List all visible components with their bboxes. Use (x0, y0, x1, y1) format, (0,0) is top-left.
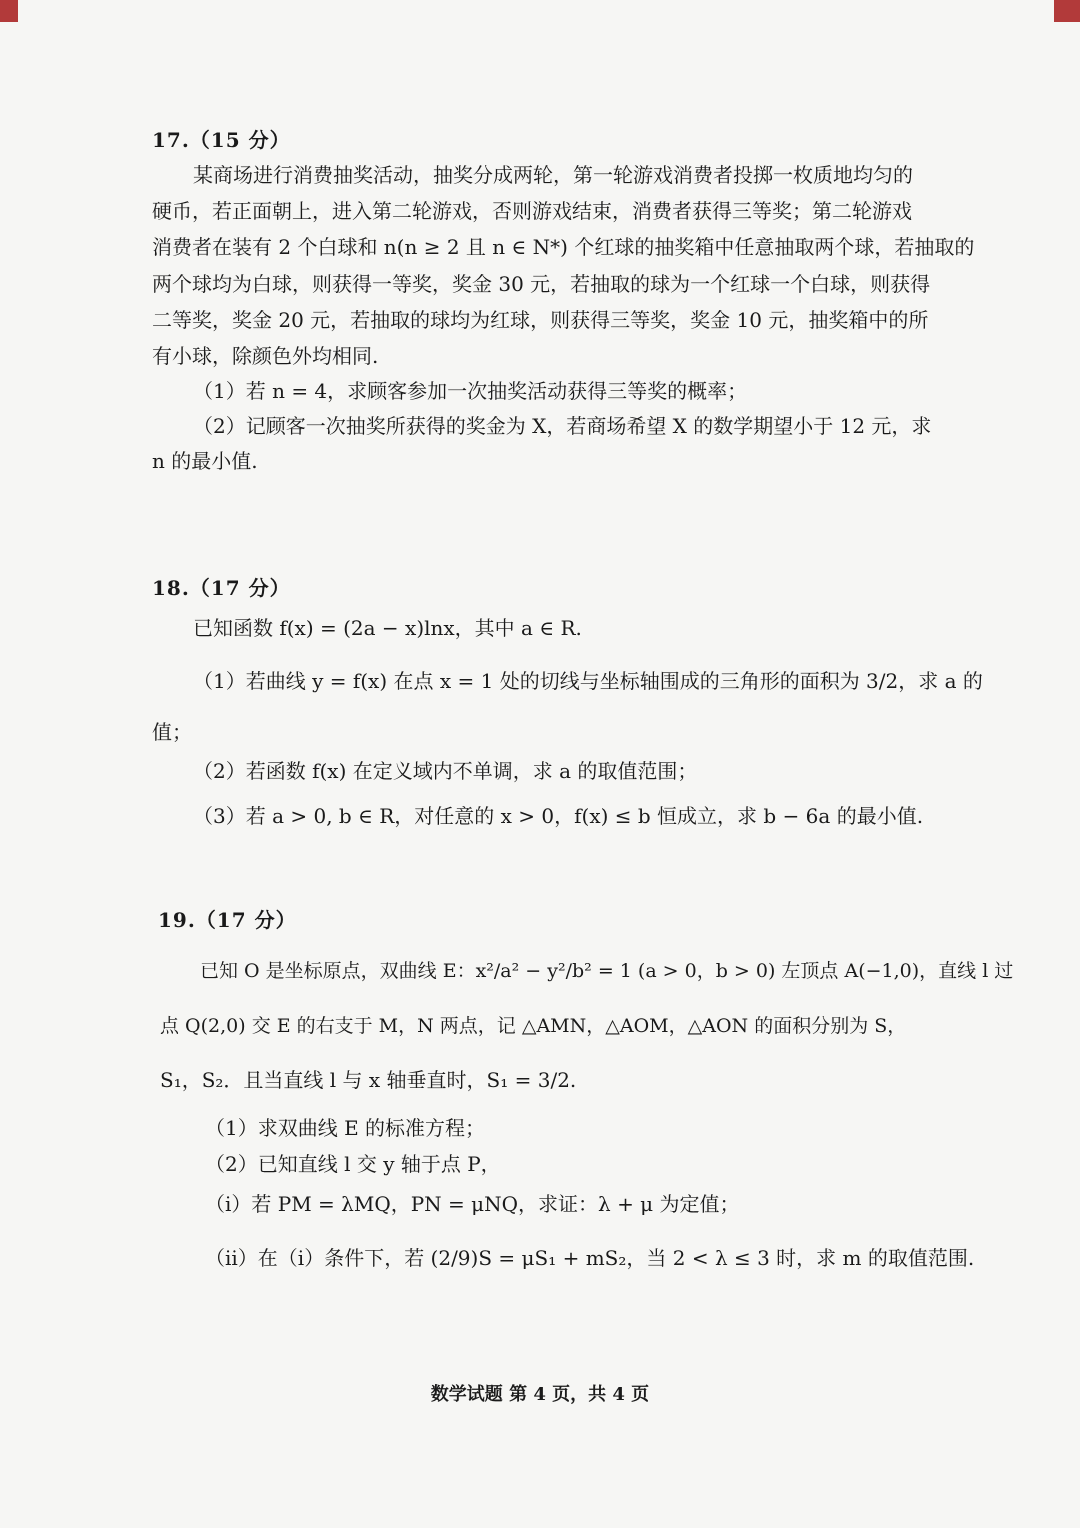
q17-part-2-cont: n 的最小值. (152, 449, 258, 473)
q19-part-1: （1）求双曲线 E 的标准方程； (205, 1116, 486, 1140)
q17-line-2: 硬币，若正面朝上，进入第二轮游戏，否则游戏结束，消费者获得三等奖；第二轮游戏 (152, 199, 912, 223)
q19-header: 19.（17 分） (158, 908, 297, 932)
q18-part-1-cont: 值； (152, 720, 192, 744)
q19-stem-3: S₁，S₂．且当直线 l 与 x 轴垂直时，S₁ = 3/2. (160, 1068, 577, 1092)
q18-part-3: （3）若 a > 0, b ∈ R，对任意的 x > 0，f(x) ≤ b 恒成立，求 b − 6a 的最小值. (193, 804, 924, 828)
q19-stem-1: 已知 O 是坐标原点，双曲线 E：x²/a² − y²/b² = 1 (a > 0，b > 0) 左顶点 A(−1,0)，直线 l 过 (200, 960, 1014, 982)
q17-line-3: 消费者在装有 2 个白球和 n(n ≥ 2 且 n ∈ N*) 个红球的抽奖箱中任意抽取两个球，若抽取的 (152, 235, 975, 259)
q17-line-6: 有小球，除颜色外均相同. (152, 344, 379, 368)
q19-part-2: （2）已知直线 l 交 y 轴于点 P， (205, 1152, 501, 1176)
q19-stem-2: 点 Q(2,0) 交 E 的右支于 M，N 两点，记 △AMN，△AOM，△AON 的面积分别为 S， (160, 1015, 907, 1037)
q18-stem: 已知函数 f(x) = (2a − x)lnx，其中 a ∈ R. (193, 616, 582, 640)
q18-header: 18.（17 分） (152, 576, 291, 600)
q17-line-1: 某商场进行消费抽奖活动，抽奖分成两轮，第一轮游戏消费者投掷一枚质地均匀的 (193, 163, 913, 187)
q17-line-5: 二等奖，奖金 20 元，若抽取的球均为红球，则获得三等奖，奖金 10 元，抽奖箱中的所 (152, 308, 929, 332)
q19-part-2-ii: （ii）在（i）条件下，若 (2/9)S = μS₁ + mS₂，当 2 < λ ≤ 3 时，求 m 的取值范围. (205, 1246, 975, 1270)
q19-part-2-i: （i）若 PM = λMQ，PN = μNQ，求证：λ + μ 为定值； (205, 1192, 740, 1216)
q18-part-1: （1）若曲线 y = f(x) 在点 x = 1 处的切线与坐标轴围成的三角形的面积为 3/2，求 a 的 (193, 669, 983, 693)
q17-line-4: 两个球均为白球，则获得一等奖，奖金 30 元，若抽取的球为一个红球一个白球，则获得 (152, 272, 931, 296)
page-footer: 数学试题 第 4 页，共 4 页 (430, 1384, 650, 1405)
q17-header: 17.（15 分） (152, 128, 291, 152)
corner-mark-right (1054, 0, 1080, 22)
q17-part-1: （1）若 n = 4，求顾客参加一次抽奖活动获得三等奖的概率； (193, 379, 748, 403)
corner-mark-left (0, 0, 18, 22)
q17-part-2: （2）记顾客一次抽奖所获得的奖金为 X，若商场希望 X 的数学期望小于 12 元，求 (193, 414, 932, 438)
q18-part-2: （2）若函数 f(x) 在定义域内不单调，求 a 的取值范围； (193, 759, 698, 783)
